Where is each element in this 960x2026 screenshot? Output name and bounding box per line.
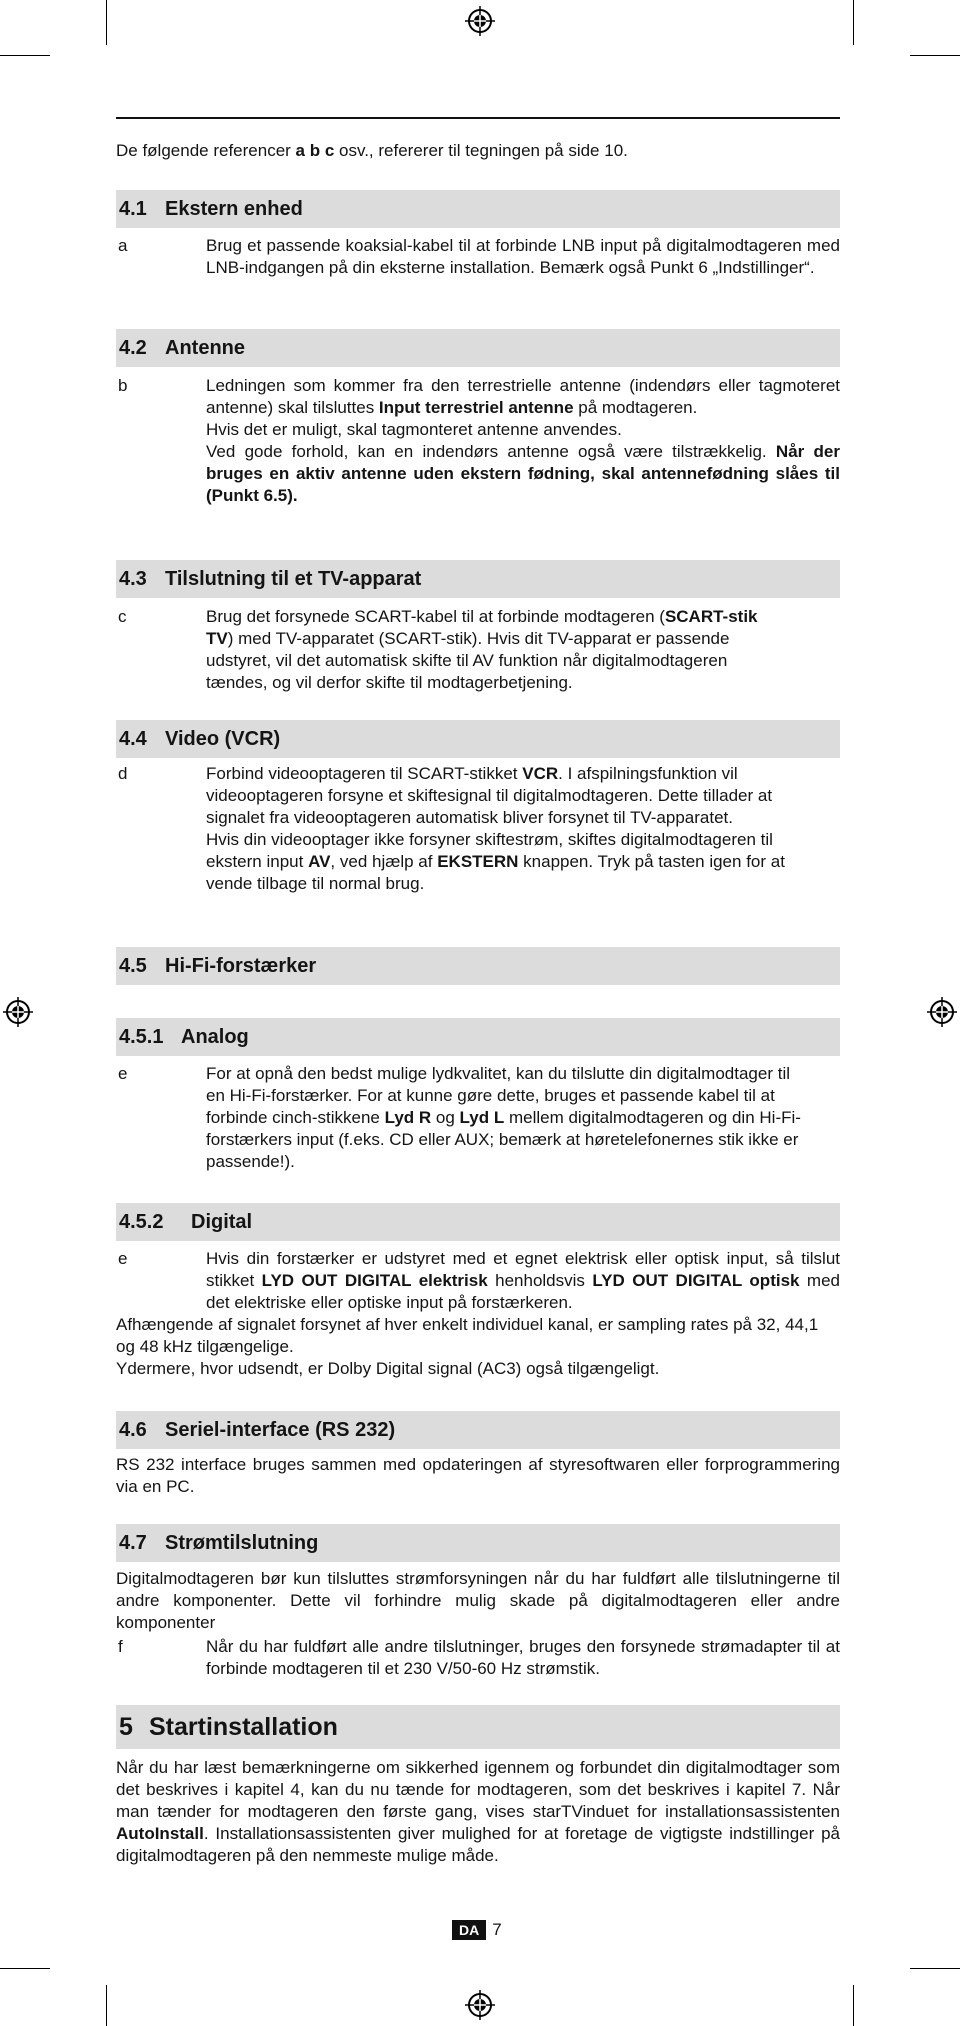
crop-mark-top-right (910, 55, 960, 56)
header-rule (116, 117, 840, 119)
list-item (116, 606, 840, 694)
item-text-part: knappen. Tryk på tasten igen for at vende tilbage til normal brug. (206, 852, 785, 893)
item-letter: d (118, 764, 128, 783)
section-heading (116, 1524, 840, 1562)
section-title: Strømtilslutning (165, 1532, 319, 1554)
paragraph-part: . Installationsassistenten giver mulighed for at foretage de vigtigste indstillinger på digitalmodtageren på den nemmeste mulige måde. (116, 1824, 840, 1865)
section-title: Analog (181, 1026, 249, 1048)
item-text-bold: Lyd R (384, 1108, 432, 1127)
chapter-heading (116, 1705, 840, 1749)
page-number: 7 (492, 1920, 502, 1939)
item-text-bold: SCART-stik TV (206, 607, 758, 648)
paragraph-bold: AutoInstall (116, 1824, 204, 1843)
registration-mark-icon (465, 1990, 495, 2020)
item-letter: b (118, 376, 128, 395)
item-text-bold: Når der bruges en aktiv antenne uden ekstern fødning, skal antennefødning slåes til (Punkt 6.5). (206, 442, 840, 505)
registration-mark-icon (927, 997, 957, 1027)
section-number: 4.6 (119, 1419, 147, 1441)
section-number: 4.4 (119, 728, 147, 750)
section-heading (116, 190, 840, 228)
section-title: Hi-Fi-forstærker (165, 955, 317, 977)
list-item (116, 1063, 840, 1173)
item-text-part: Forbind videooptageren til SCART-stikket (206, 764, 523, 783)
paragraph: Ydermere, hvor udsendt, er Dolby Digital signal (AC3) også tilgængeligt. (116, 1359, 660, 1378)
crop-mark-bottom-right-vertical (853, 1985, 854, 2026)
section-number: 4.2 (119, 337, 147, 359)
item-text (206, 375, 840, 419)
intro-text-end: osv., refererer til tegningen på side 10. (334, 141, 628, 160)
section-heading (116, 947, 840, 985)
section-number: 4.5.2 (119, 1211, 164, 1233)
item-text-bold: EKSTERN (437, 852, 519, 871)
item-text-part: med det elektriske eller optiske input på forstærkeren. (206, 1271, 840, 1312)
item-text-part: . I afspilningsfunktion vil videooptageren forsyne et skiftesignal til digitalmodtageren. Dette tillader at signalet fra videooptageren automatisk bliver forsynet til TV-apparatet. (206, 764, 773, 827)
section-number: 4.3 (119, 568, 147, 590)
item-text (206, 763, 826, 829)
section-title: Digital (191, 1211, 253, 1233)
crop-mark-bottom-right (910, 1968, 960, 1969)
list-item (116, 1636, 840, 1680)
item-text (206, 441, 840, 507)
item-text (206, 606, 766, 694)
language-badge: DA (452, 1920, 486, 1940)
section-number: 4.5.1 (119, 1026, 164, 1048)
intro-letters: a b c (295, 141, 335, 160)
section-title: Seriel-interface (RS 232) (165, 1419, 396, 1441)
section-heading (116, 560, 840, 598)
crop-mark-top-left-vertical (106, 0, 107, 45)
section-title: Video (VCR) (165, 728, 281, 750)
item-letter: e (118, 1249, 128, 1268)
paragraph-part: Når du har læst bemærkningerne om sikkerhed igennem og forbundet din digitalmodtager som det beskrives i kapitel 4, kan du nu tænde for modtageren, som det beskrives i kapitel 7. Når man tænder for modtageren den første gang, vises starTVinduet for installationsassistenten (116, 1758, 840, 1821)
item-text-part: henholdsvis (487, 1271, 593, 1290)
crop-mark-bottom-left (0, 1968, 50, 1969)
chapter-number: 5 (119, 1713, 133, 1741)
item-text-part: og (431, 1108, 460, 1127)
item-text-bold: Lyd L (459, 1108, 505, 1127)
paragraph: Digitalmodtageren bør kun tilsluttes strømforsyningen når du har fuldført alle tilslutningerne til andre komponenter. Dette vil forhindre mulig skade på digitalmodtageren eller andre komponenter (116, 1569, 840, 1632)
registration-mark-icon (3, 997, 33, 1027)
intro-text: De følgende referencer (116, 141, 296, 160)
page-footer (452, 1920, 502, 1942)
item-text-part: på modtageren. (573, 398, 698, 417)
subsection-heading (116, 1018, 840, 1056)
item-text: Hvis det er muligt, skal tagmonteret antenne anvendes. (206, 420, 622, 439)
item-text-part: Ved gode forhold, kan en indendørs antenne også være tilstrækkelig. (206, 442, 776, 461)
list-item (116, 763, 840, 895)
item-text (206, 1248, 840, 1314)
item-text (206, 1063, 806, 1173)
subsection-heading (116, 1203, 840, 1241)
section-title: Ekstern enhed (165, 198, 303, 220)
list-item (116, 235, 840, 279)
item-text-bold: AV (308, 852, 331, 871)
section-heading (116, 1411, 840, 1449)
item-text-part: mellem digitalmodtageren og din Hi-Fi-forstærkers input (f.eks. CD eller AUX; bemærk at høretelefonernes stik ikke er passende!). (206, 1108, 801, 1171)
section-title: Tilslutning til et TV-apparat (165, 568, 422, 590)
item-text-part: ) med TV-apparatet (SCART-stik). Hvis dit TV-apparat er passende udstyret, vil det automatisk skifte til AV funktion når digitalmodtageren tændes, og vil derfor skifte til modtagerbetjening. (206, 629, 730, 692)
section-number: 4.7 (119, 1532, 147, 1554)
item-text-part: For at opnå den bedst mulige lydkvalitet, kan du tilslutte din digitalmodtager til en Hi-Fi-forstærker. For at kunne gøre dette, bruges et passende kabel til at forbinde cinch-stikkene (206, 1064, 790, 1127)
intro-line (116, 140, 628, 162)
list-item (116, 375, 840, 507)
crop-mark-top-right-vertical (853, 0, 854, 45)
section-number: 4.1 (119, 198, 147, 220)
item-text-part: , ved hjælp af (330, 852, 438, 871)
paragraph: RS 232 interface bruges sammen med opdateringen af styresoftwaren eller forprogrammering via en PC. (116, 1455, 840, 1496)
section-heading (116, 329, 840, 367)
item-text-bold: LYD OUT DIGITAL optisk (592, 1271, 800, 1290)
chapter-title: Startinstallation (149, 1713, 338, 1741)
item-text: Når du har fuldført alle andre tilslutninger, bruges den forsynede strømadapter til at forbinde modtageren til et 230 V/50-60 Hz strømstik. (206, 1637, 840, 1678)
item-letter: e (118, 1064, 128, 1083)
item-text-part: Ledningen som kommer fra den terrestrielle antenne (indendørs eller tagmoteret antenne) skal tilsluttes (206, 376, 840, 417)
item-text-bold: VCR (522, 764, 559, 783)
item-text-bold: Input terrestriel antenne (378, 398, 574, 417)
item-text-part: Hvis din videooptager ikke forsyner skiftestrøm, skiftes digitalmodtageren til ekstern input (206, 830, 773, 871)
section-title: Antenne (165, 337, 245, 359)
section-number: 4.5 (119, 955, 147, 977)
list-item (116, 1248, 840, 1380)
item-letter: c (118, 607, 127, 626)
item-letter: a (118, 236, 128, 255)
crop-mark-bottom-left-vertical (106, 1985, 107, 2026)
item-text-part: Hvis din forstærker er udstyret med et egnet elektrisk eller optisk input, så tilslut stikket (206, 1249, 840, 1290)
item-text-part: Brug det forsynede SCART-kabel til at forbinde modtageren ( (206, 607, 665, 626)
item-letter: f (118, 1637, 123, 1656)
paragraph: Afhængende af signalet forsynet af hver enkelt individuel kanal, er sampling rates på 32, 44,1 og 48 kHz tilgængelige. (116, 1315, 819, 1356)
item-text-bold: LYD OUT DIGITAL elektrisk (261, 1271, 488, 1290)
item-text: Brug et passende koaksial-kabel til at forbinde LNB input på digitalmodtageren med LNB-indgangen på din eksterne installation. Bemærk også Punkt 6 „Indstillinger“. (206, 236, 840, 277)
item-text (206, 829, 826, 895)
registration-mark-icon (465, 6, 495, 36)
section-heading (116, 720, 840, 758)
paragraph (116, 1757, 840, 1867)
crop-mark-top-left (0, 55, 50, 56)
